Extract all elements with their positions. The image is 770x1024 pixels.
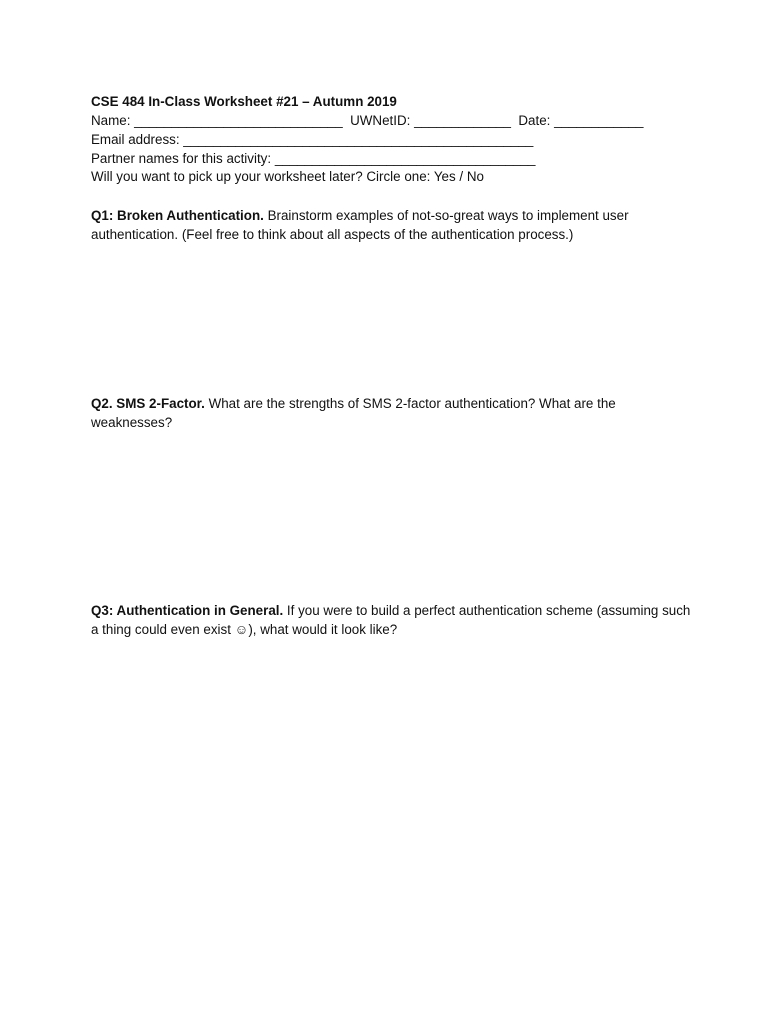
- question-1-heading: Q1: Broken Authentication.: [91, 208, 264, 223]
- question-1: [91, 206, 691, 244]
- partner-names-line: Partner names for this activity: ___________________________________: [91, 151, 536, 166]
- email-address-line: Email address: _______________________________________________: [91, 132, 534, 147]
- worksheet-title: CSE 484 In-Class Worksheet #21 – Autumn 2019: [91, 94, 397, 109]
- name-uwnetid-date-line: Name: ____________________________ UWNetID: _____________ Date: ____________: [91, 113, 644, 128]
- question-2-text: What are the strengths of SMS 2-factor authentication? What are the weaknesses?: [91, 396, 616, 430]
- question-3-text: If you were to build a perfect authentication scheme (assuming such a thing could even exist ☺), what would it look like?: [91, 603, 691, 637]
- question-2-heading: Q2. SMS 2-Factor.: [91, 396, 205, 411]
- pickup-question-line: Will you want to pick up your worksheet later? Circle one: Yes / No: [91, 169, 484, 184]
- question-2: [91, 394, 691, 432]
- question-1-text: Brainstorm examples of not-so-great ways to implement user authentication. (Feel free to think about all aspects of the authentication process.): [91, 208, 629, 242]
- question-3: [91, 601, 691, 639]
- question-3-heading: Q3: Authentication in General.: [91, 603, 284, 618]
